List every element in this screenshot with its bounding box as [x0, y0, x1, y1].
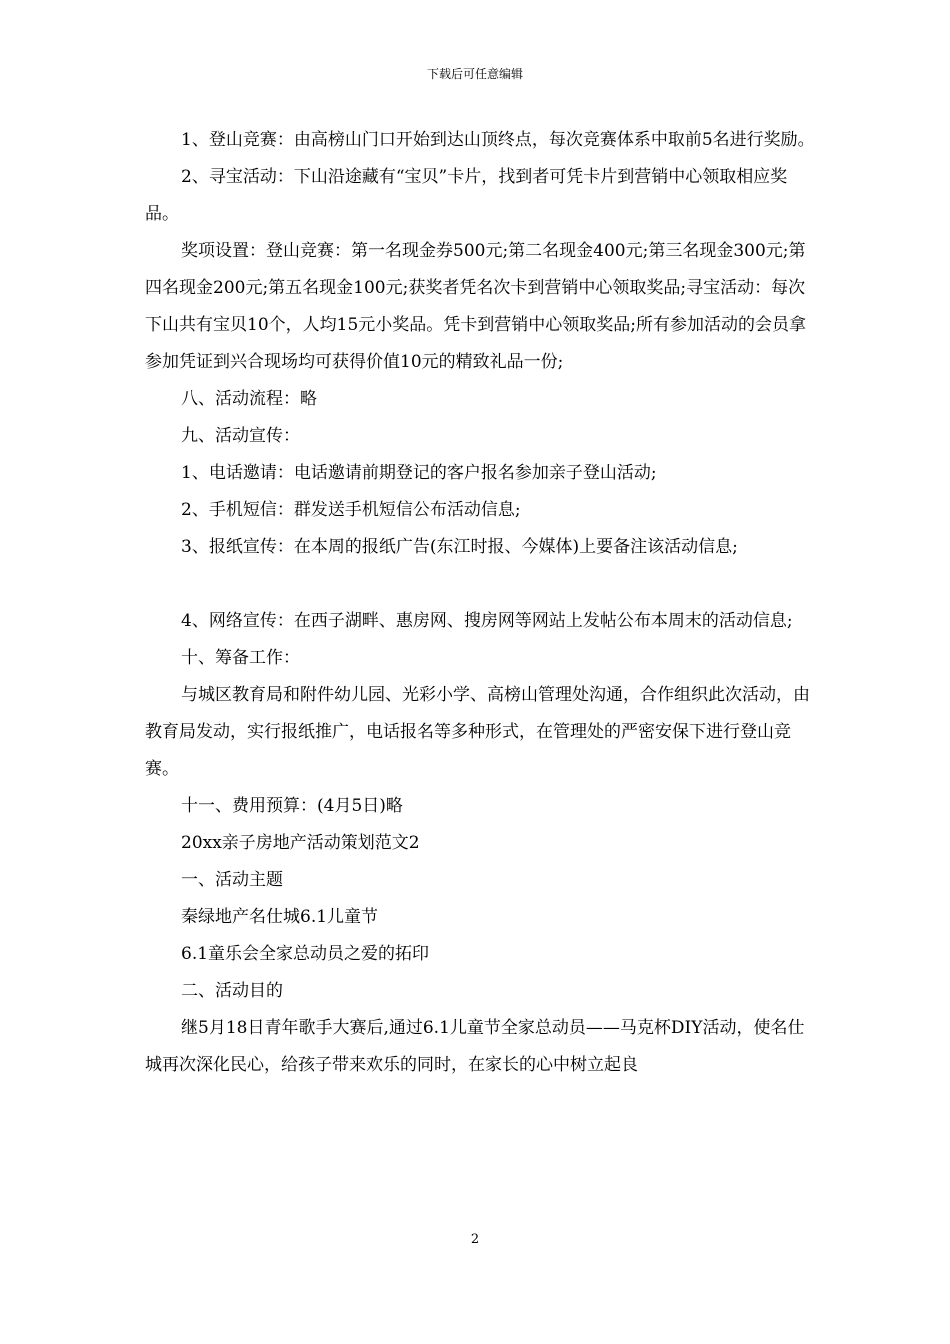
paragraph-18: 继5月18日青年歌手大赛后,通过6.1儿童节全家总动员——马克杯DIY活动，使名仕城再次深化民心，给孩子带来欢乐的同时，在家长的心中树立起良	[145, 1018, 805, 1075]
paragraph-14: 一、活动主题	[181, 870, 283, 890]
header-note: 下载后可任意编辑	[426, 67, 523, 81]
paragraph-5: 九、活动宣传：	[181, 426, 300, 446]
paragraph-12: 十一、费用预算：(4月5日)略	[181, 796, 403, 816]
page-footer	[0, 1232, 950, 1248]
page-number: 2	[470, 1232, 480, 1247]
paragraph-3: 奖项设置：登山竞赛：第一名现金券500元;第二名现金400元;第三名现金300元;第四名现金200元;第五名现金100元;获奖者凭名次卡到营销中心领取奖品;寻宝活动：每次下山共有宝贝10个，人均15元小奖品。凭卡到营销中心领取奖品;所有参加活动的会员拿参加凭证到兴合现场均可获得价值10元的精致礼品一份;	[145, 241, 806, 372]
paragraph-7: 2、手机短信：群发送手机短信公布活动信息;	[181, 500, 521, 520]
paragraph-17: 二、活动目的	[181, 981, 283, 1001]
paragraph-13: 20xx亲子房地产活动策划范文2	[181, 833, 420, 853]
paragraph-8: 3、报纸宣传：在本周的报纸广告(东江时报、今媒体)上要备注该活动信息;	[181, 537, 738, 557]
page-header	[0, 67, 950, 81]
paragraph-10: 十、筹备工作：	[181, 648, 300, 668]
paragraph-11: 与城区教育局和附件幼儿园、光彩小学、高榜山管理处沟通，合作组织此次活动，由教育局发动，实行报纸推广，电话报名等多种形式，在管理处的严密安保下进行登山竞赛。	[145, 685, 810, 779]
paragraph-16: 6.1童乐会全家总动员之爱的拓印	[181, 944, 430, 964]
paragraph-6: 1、电话邀请：电话邀请前期登记的客户报名参加亲子登山活动;	[181, 463, 657, 483]
paragraph-2: 2、寻宝活动：下山沿途藏有“宝贝”卡片，找到者可凭卡片到营销中心领取相应奖品。	[145, 167, 788, 224]
paragraph-4: 八、活动流程：略	[181, 389, 317, 409]
paragraph-15: 秦绿地产名仕城6.1儿童节	[181, 907, 379, 927]
document-body	[145, 122, 815, 1084]
paragraph-1: 1、登山竞赛：由高榜山门口开始到达山顶终点，每次竞赛体系中取前5名进行奖励。	[181, 130, 815, 150]
paragraph-9: 4、网络宣传：在西子湖畔、惠房网、搜房网等网站上发帖公布本周末的活动信息;	[181, 611, 793, 631]
